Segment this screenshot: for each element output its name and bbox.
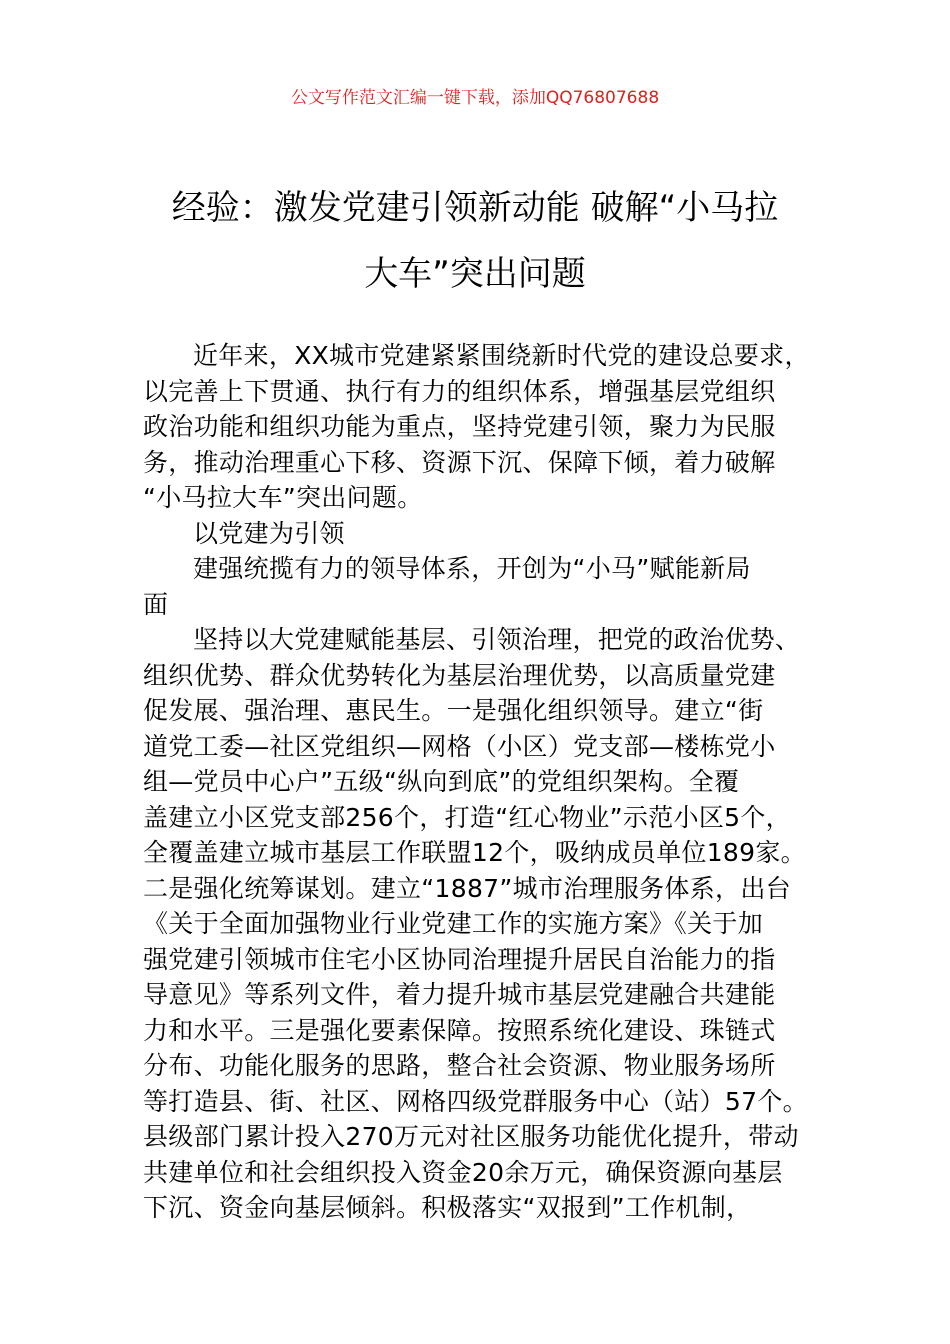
- body-line: 共建单位和社会组织投入资金20余万元，确保资源向基层: [143, 1157, 783, 1187]
- title-line-1: 经验：激发党建引领新动能 破解“小马拉: [171, 188, 779, 228]
- body-line: “小马拉大车”突出问题。: [143, 483, 423, 512]
- body-line: 下沉、资金向基层倾斜。积极落实“双报到”工作机制，: [143, 1193, 752, 1222]
- body-line: 盖建立小区党支部256个，打造“红心物业”示范小区5个，: [143, 802, 791, 832]
- body-line: 等打造县、街、社区、网格四级党群服务中心（站）57个。: [143, 1086, 808, 1116]
- subsection-heading: 面: [143, 589, 169, 619]
- body-line: 全覆盖建立城市基层工作联盟12个，吸纳成员单位189家。: [143, 838, 806, 867]
- body-line: 近年来，XX城市党建紧紧围绕新时代党的建设总要求，: [193, 341, 810, 370]
- document-body: [143, 338, 833, 1226]
- body-line: 组织优势、群众优势转化为基层治理优势，以高质量党建: [143, 660, 776, 690]
- title-line-2: 大车”突出问题: [364, 254, 586, 294]
- body-line: 力和水平。三是强化要素保障。按照系统化建设、珠链式: [143, 1015, 776, 1045]
- body-line: 促发展、强治理、惠民生。一是强化组织领导。建立“街: [143, 696, 764, 725]
- body-line: 道党工委—社区党组织—网格（小区）党支部—楼栋党小: [143, 731, 776, 761]
- body-line: 二是强化统筹谋划。建立“1887”城市治理服务体系，出台: [143, 873, 791, 903]
- body-line: 分布、功能化服务的思路，整合社会资源、物业服务场所: [143, 1051, 776, 1080]
- subsection-heading: 建强统揽有力的领导体系，开创为“小马”赋能新局: [193, 554, 751, 583]
- body-line: 强党建引领城市住宅小区协同治理提升居民自治能力的指: [143, 944, 776, 974]
- body-line: 导意见》等系列文件，着力提升城市基层党建融合共建能: [143, 980, 776, 1009]
- body-line: 《关于全面加强物业行业党建工作的实施方案》《关于加: [143, 909, 764, 938]
- body-line: 坚持以大党建赋能基层、引领治理，把党的政治优势、: [193, 625, 801, 654]
- body-line: 组—党员中心户”五级“纵向到底”的党组织架构。全覆: [143, 767, 740, 796]
- body-line: 政治功能和组织功能为重点，坚持党建引领，聚力为民服: [143, 412, 776, 441]
- watermark-banner: 公文写作范文汇编一键下载，添加QQ76807688: [290, 88, 660, 108]
- body-line: 以完善上下贯通、执行有力的组织体系，增强基层党组织: [143, 376, 776, 406]
- section-heading: 以党建为引领: [193, 518, 345, 548]
- document-title: [0, 175, 950, 307]
- body-line: 县级部门累计投入270万元对社区服务功能优化提升，带动: [143, 1122, 799, 1151]
- body-line: 务，推动治理重心下移、资源下沉、保障下倾，着力破解: [143, 447, 776, 477]
